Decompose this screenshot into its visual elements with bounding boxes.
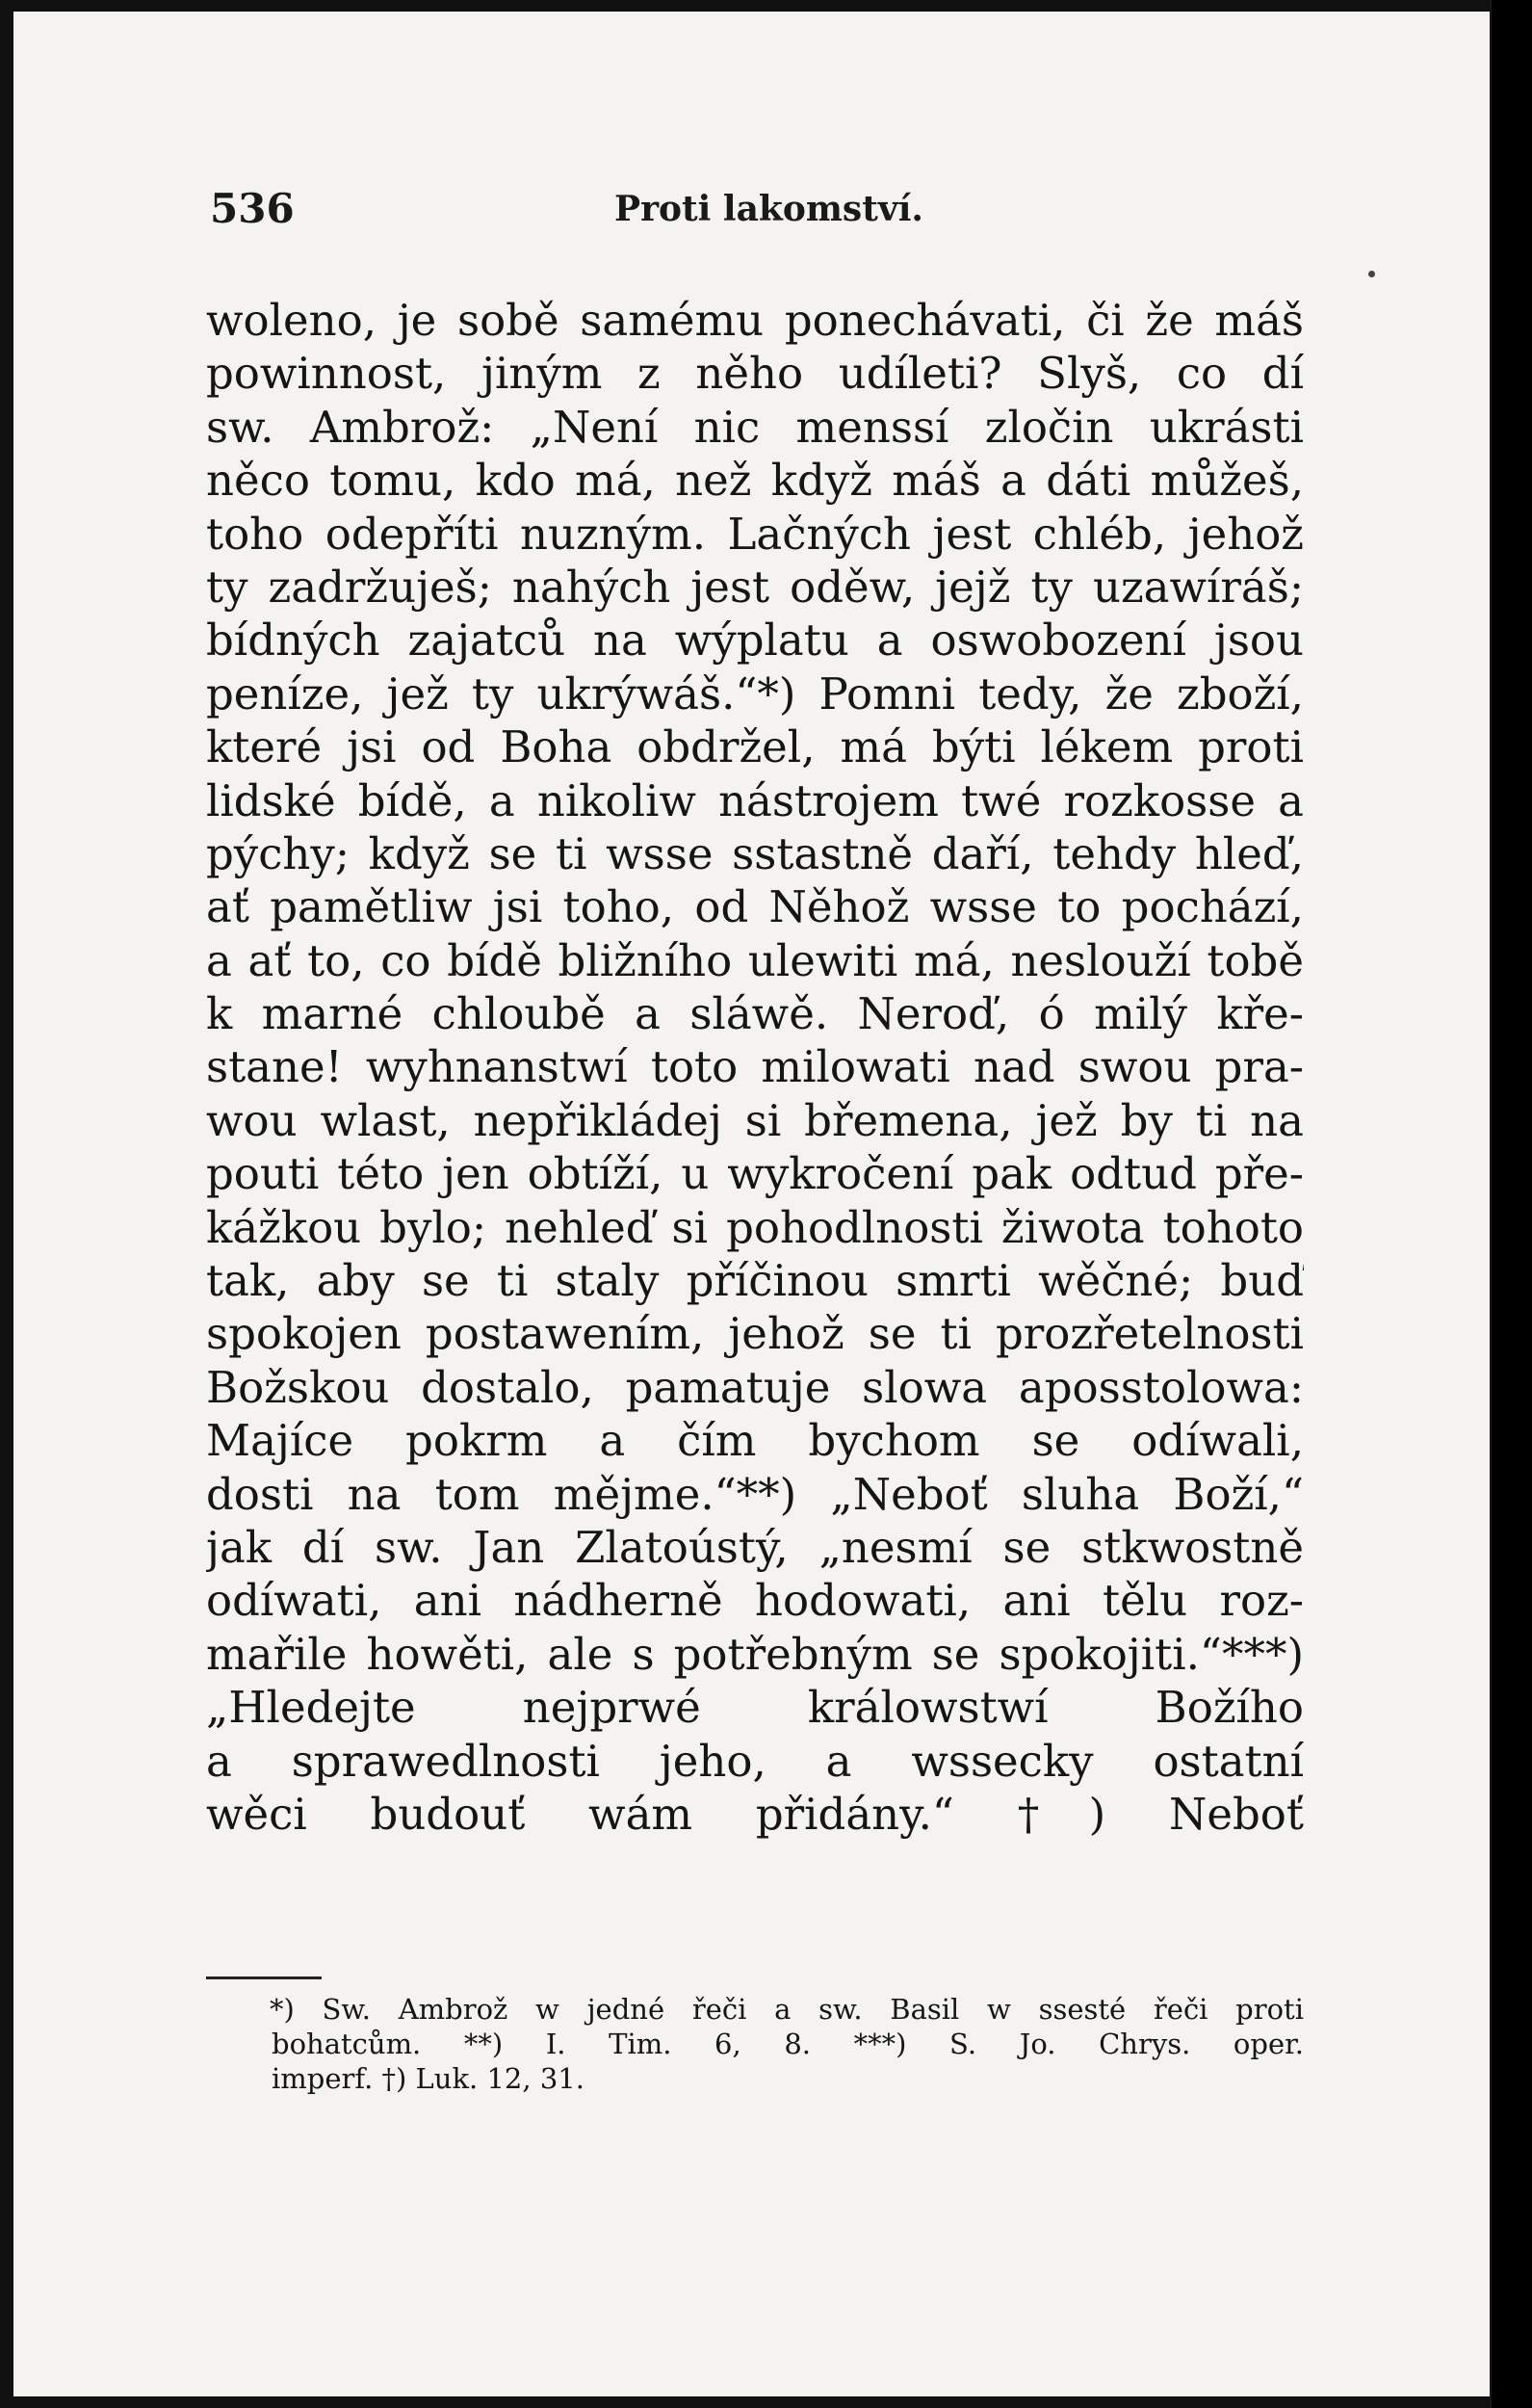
text-line: peníze, jež ty ukrýwáš.“*) Pomni tedy, že zboží,: [206, 667, 1304, 720]
text-line: Božskou dostalo, pamatuje slowa aposstolowa:: [206, 1361, 1304, 1413]
footnotes: [272, 1992, 1304, 2096]
text-line: a sprawedlnosti jeho, a wssecky ostatní: [206, 1735, 1304, 1787]
text-line: ty zadržuješ; nahých jest oděw, jejž ty uzawíráš;: [206, 561, 1304, 613]
text-line: spokojen postawením, jehož se ti prozřetelnosti: [206, 1308, 1304, 1360]
footnote-line: bohatcům. **) I. Tim. 6, 8. ***) S. Jo. Chrys. oper.: [272, 2028, 1304, 2060]
running-title: Proti lakomství.: [614, 189, 923, 229]
scan-border: [1492, 0, 1532, 2408]
text-line: toho odepříti nuzným. Lačných jest chléb, jehož: [206, 508, 1304, 560]
footnote-line: *) Sw. Ambrož w jedné řeči a sw. Basil w ssesté řeči proti: [270, 1993, 1304, 2026]
text-line: pýchy; když se ti wsse sstastně daří, tehdy hleď,: [206, 827, 1304, 879]
text-line: pouti této jen obtíží, u wykročení pak odtud pře-: [206, 1148, 1304, 1200]
text-line: jak dí sw. Jan Zlatoústý, „nesmí se stkwostně: [206, 1521, 1304, 1573]
text-line: dosti na tom mějme.“**) „Neboť sluha Boží,“: [206, 1468, 1304, 1520]
text-line: bídných zajatců na wýplatu a oswobození jsou: [206, 615, 1304, 667]
text-line: tak, aby se ti staly příčinou smrti wěčné; buď: [206, 1255, 1304, 1307]
text-line: powinnost, jiným z něho udíleti? Slyš, co dí: [206, 348, 1304, 400]
text-line: wěci budouť wám přidány.“ †) Neboť: [206, 1788, 1304, 1840]
text-line: něco tomu, kdo má, než když máš a dáti můžeš,: [206, 455, 1304, 507]
text-line: wou wlast, nepřikládej si břemena, jež by ti na: [206, 1094, 1304, 1146]
body-text: [206, 294, 1304, 1841]
text-line: a ať to, co bídě bližního ulewiti má, neslouží tobě: [206, 934, 1304, 986]
page-header: [210, 185, 1308, 233]
text-line: mařile howěti, ale s potřebným se spokojiti.“***): [206, 1628, 1304, 1680]
text-line: sw. Ambrož: „Není nic menssí zločin ukrásti: [206, 401, 1304, 453]
text-line: „Hledejte nejprwé králowstwí Božího: [206, 1682, 1304, 1734]
text-line: woleno, je sobě samému ponechávati, či že máš: [206, 295, 1304, 346]
text-line: odíwati, ani nádherně hodowati, ani tělu roz-: [206, 1575, 1304, 1627]
text-line: které jsi od Boha obdržel, má býti lékem proti: [206, 721, 1304, 773]
text-line: lidské bídě, a nikoliw nástrojem twé rozkosse a: [206, 774, 1304, 826]
page-number: 536: [210, 185, 295, 232]
footnote-line: imperf. †) Luk. 12, 31.: [272, 2062, 584, 2095]
text-line: k marné chloubě a sláwě. Neroď, ó milý kře-: [206, 988, 1304, 1040]
footnote-separator: [206, 1976, 322, 1979]
text-line: stane! wyhnanstwí toto milowati nad swou pra-: [206, 1041, 1304, 1093]
text-line: ať pamětliw jsi toho, od Něhož wsse to pochází,: [206, 881, 1304, 933]
text-line: Majíce pokrm a čím bychom se odíwali,: [206, 1415, 1304, 1467]
text-line: kážkou bylo; nehleď si pohodlnosti žiwota tohoto: [206, 1201, 1304, 1253]
paper-speck: [1368, 271, 1375, 277]
